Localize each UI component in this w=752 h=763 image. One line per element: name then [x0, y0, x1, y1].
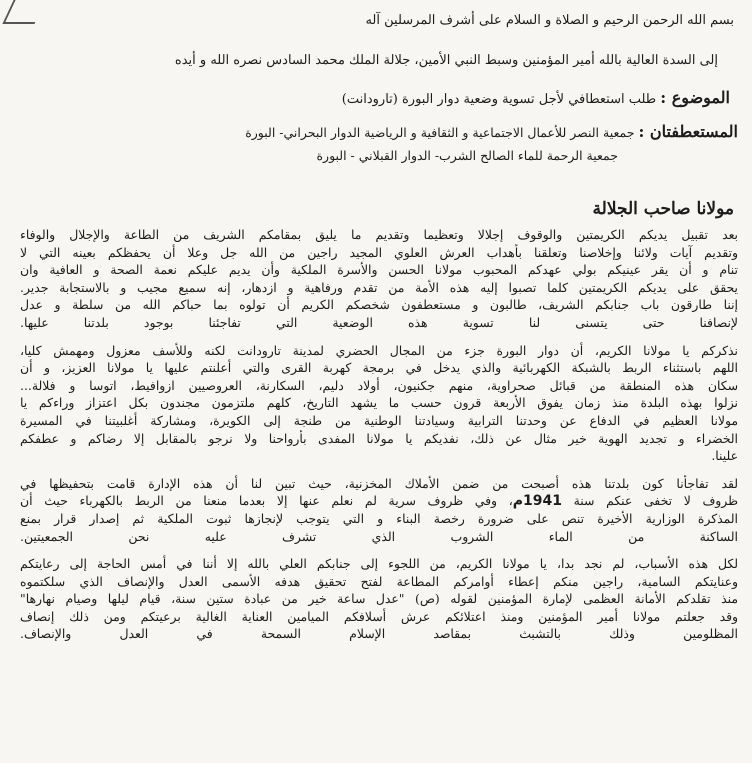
paragraph-line: الخضراء و تجديد الهوية خير مثال عن ذلك، نفديكم يا مولانا المفدى بأرواحنا ولا نرجو بالمقابل إلا رضاكم و عطفكم [20, 430, 738, 446]
paragraph-line: نذكركم يا مولانا الكريم، أن دوار البورة جزء من المجال الحضري لمدينة تارودانت لكنه وللأسف معزول ومهمش كليا، [20, 342, 738, 358]
requesters-label: المستعطفتان : [638, 122, 738, 141]
requester-1: جمعية النصر للأعمال الاجتماعية و الثقافية و الرياضية الدوار البحراني- البورة [245, 125, 635, 140]
paragraph-line: تنام و أن يقر عينيكم بولي عهدكم المحبوب مولانا الحسن والأسرة الملكية وأن يديم عليكم نعمة الصحة و العافية وان [20, 262, 738, 278]
letter-body [20, 226, 738, 643]
paragraph-line: نزلوا بهذه البلدة منذ زمان يفوق الأربعة قرون حسب ما يشهد التاريخ، كلهم ملتزمون مجندون بكل اعتزاز وراءكم يا [20, 395, 738, 411]
paragraph-line: سكان هذه المنطقة من قبائل صحراوية، منهم جكنيون، أولاد دليم، السكارنة، العروصيين ازوافيط، اتوسا و فلالة... [20, 377, 738, 393]
subject-text: طلب استعطافي لأجل تسوية وضعية دوار البورة (تارودانت) [341, 92, 657, 107]
salutation: مولانا صاحب الجلالة [592, 199, 734, 219]
paragraph-line: علينا. [711, 448, 738, 464]
paragraph-line: لكل هذه الأسباب، لم نجد بدا، يا مولانا الكريم، من اللجوء إلى جنابكم العلي بالله إلا أننا في أمس الحاجة إلى رعايتكم [20, 556, 738, 572]
subject-label: الموضوع : [660, 88, 730, 107]
paragraph-line: بعد تقبيل يديكم الكريمتين والوقوف إجلالا وتعظيما وتقديم ما يليق بمقامكم الشريف من الطاعة والإجلال والوفاء [20, 227, 738, 242]
paragraph-line: لإنصافنا حتى يتسنى لنا تسوية هذه الوضعية التي تفاجئنا بوجود بلدتنا عليها. [20, 314, 738, 330]
year-highlight: 1941م [512, 493, 562, 510]
paragraph-line: يحقق على يديكم الكريمتين كلما تصبوا إليه هذه الأمة من تقدم ورفاهية و ازدهار، إنه سميع مجيب و بالاستجابة جدير. [20, 279, 738, 295]
paragraph-4 [20, 555, 738, 643]
paragraph-line: الساكنة من الماء الشروب الذي تشرف عليه نحن الجمعيتين. [20, 528, 738, 544]
paragraph-line: وتقديم آيات ولائنا وإخلاصنا وتعلقنا بأهداب العرش العلوي المجيد راجين من الله جل وعلا أن يحفظكم بعينه التي لا [20, 244, 738, 260]
paragraph-line: اللهم باستثناء الربط بالشبكة الكهربائية والذي يدخل في برمجة كهربة القرى والتي أعلنتم عليها يا مولانا العزيز، و أن [20, 360, 738, 376]
paragraph-line: منذ تقلدكم الأمانة العظمى لإمارة المؤمنين لقوله (ص) "عدل ساعة خير من عبادة ستين سنة، قيام ليلها وصيام نهارها" [20, 591, 738, 607]
paragraph-line: لقد تفاجأنا كون بلدتنا هذه أصبحت من ضمن الأملاك المخزنية، حيث تبين لنا أن هذه الإدارة قامت بتحفيظها في [20, 475, 738, 491]
paragraph-line: وعنايتكم السامية، راجين منكم إعطاء أوامركم المطاعة لفتح تحقيق هدفه الأسمى العدل والإنصاف الذي سلكتموه [20, 573, 738, 589]
paragraph-line: ظروف لا تخفى عنكم سنة 1941م، وفي ظروف سرية لم نعلم عنها إلا بعدما منعنا من الربط بالكهرباء حيث أن [20, 493, 738, 510]
basmala-line: بسم الله الرحمن الرحيم و الصلاة و السلام على أشرف المرسلين آله [365, 13, 734, 28]
paragraph-3 [20, 475, 738, 545]
paragraph-2 [20, 342, 738, 465]
paragraph-1 [20, 226, 738, 332]
subject-line [20, 86, 738, 110]
paragraph-line: المظلومين وذلك بالتشبث بمقاصد الإسلام السمحة في العدل والإنصاف. [20, 626, 738, 642]
paragraph-line: المذكرة الوزارية الأخيرة تنص على ضرورة رخصة البناء و التي يتوجب لإنجازها ثبوت الملكية ثم إصدار قرار بمنع [20, 510, 738, 526]
paragraph-line: إننا طارقون باب جنابكم الشريف، طالبون و مستعطفون شخصكم الكريم أن تولوه بما حباكم الله من سلطة و عدل [20, 297, 738, 313]
addressee-line: إلى السدة العالية بالله أمير المؤمنين وسبط النبي الأمين، جلالة الملك محمد السادس نصره الله و أيده [174, 53, 718, 68]
requester-2: جمعية الرحمة للماء الصالح الشرب- الدوار القبلاني - البورة [316, 148, 618, 163]
paragraph-line: وقد جعلتم مولانا أمير المؤمنين ومنذ اعتلائكم عرش أسلافكم الميامين العناية الغالية برعيتكم ومن ذلك إنصاف [20, 608, 738, 624]
paragraph-line: مولانا العظيم في الدفاع عن وحدتنا الترابية وسيادتنا الوطنية من طنجة إلى الكويرة، ومشاركة أغلبيتنا في المسيرة [20, 412, 738, 428]
requesters-line [20, 120, 738, 144]
